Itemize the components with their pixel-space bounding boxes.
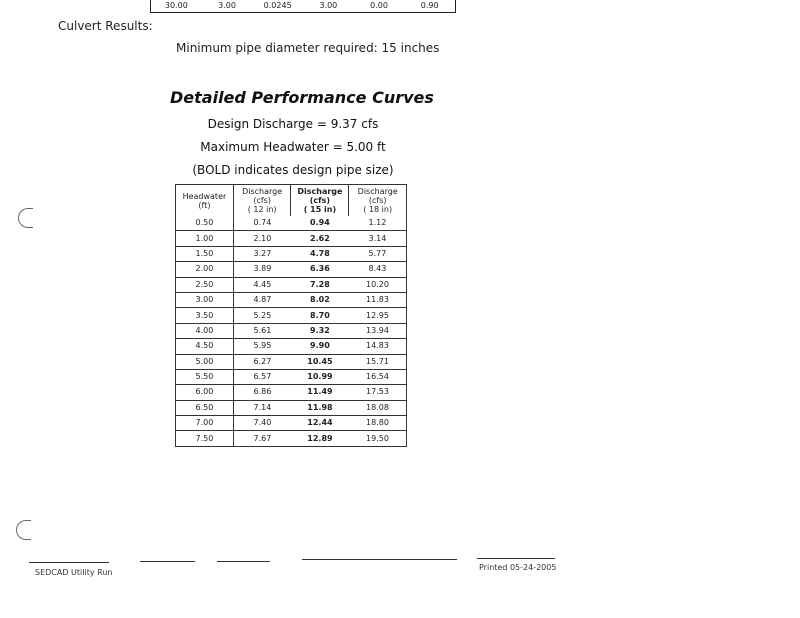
previous-table-row — [150, 0, 456, 13]
punch-hole-mark — [18, 208, 33, 228]
header-line: ( 15 in) — [303, 205, 337, 214]
table-cell: 5.25 — [233, 308, 291, 323]
table-row — [176, 400, 407, 415]
header-line: Discharge — [297, 187, 343, 196]
table-row — [176, 231, 407, 246]
table-cell: 12.44 — [291, 416, 349, 431]
table-row — [176, 246, 407, 261]
section-title: Detailed Performance Curves — [170, 88, 434, 107]
table-cell: 2.10 — [233, 231, 291, 246]
cell: 3.00 — [218, 1, 236, 10]
table-cell: 1.12 — [349, 216, 407, 231]
header-line: ( 18 in) — [363, 205, 393, 214]
punch-hole-mark — [16, 520, 31, 540]
footer-rule — [29, 562, 109, 563]
table-cell: 6.50 — [176, 400, 234, 415]
cell: 0.90 — [420, 1, 439, 10]
table-cell: 10.99 — [291, 369, 349, 384]
table-cell: 6.86 — [233, 385, 291, 400]
cell: 3.00 — [319, 1, 338, 10]
table-cell: 3.14 — [349, 231, 407, 246]
table-cell: 5.77 — [349, 246, 407, 261]
table-cell: 2.00 — [176, 262, 234, 277]
table-row — [176, 354, 407, 369]
table-cell: 14.83 — [349, 339, 407, 354]
table-cell: 17.53 — [349, 385, 407, 400]
table-cell: 6.36 — [291, 262, 349, 277]
cell: 30.00 — [164, 1, 188, 10]
table-cell: 9.32 — [291, 323, 349, 338]
table-cell: 5.00 — [176, 354, 234, 369]
footer-program-name: SEDCAD Utility Run — [35, 568, 113, 577]
table-cell: 12.89 — [291, 431, 349, 446]
table-cell: 7.00 — [176, 416, 234, 431]
header-line: (ft) — [198, 200, 211, 210]
min-pipe-diameter-text: Minimum pipe diameter required: 15 inches — [176, 41, 440, 55]
table-cell: 11.83 — [349, 292, 407, 307]
table-cell: 16.54 — [349, 369, 407, 384]
footer-rule — [217, 561, 270, 562]
table-cell: 7.28 — [291, 277, 349, 292]
max-headwater-text: Maximum Headwater = 5.00 ft — [200, 140, 386, 154]
footer-rule — [302, 559, 457, 560]
bold-note-text: (BOLD indicates design pipe size) — [192, 163, 394, 177]
performance-table — [175, 184, 407, 447]
table-cell: 1.50 — [176, 246, 234, 261]
table-cell: 18.08 — [349, 400, 407, 415]
table-row — [176, 385, 407, 400]
table-cell: 6.57 — [233, 369, 291, 384]
table-row — [176, 292, 407, 307]
table-cell: 5.61 — [233, 323, 291, 338]
footer-rule — [140, 561, 195, 562]
table-row — [176, 339, 407, 354]
table-cell: 19.50 — [349, 431, 407, 446]
col-header-headwater — [176, 185, 234, 217]
table-cell: 9.90 — [291, 339, 349, 354]
table-cell: 5.50 — [176, 369, 234, 384]
table-cell: 2.62 — [291, 231, 349, 246]
table-cell: 8.02 — [291, 292, 349, 307]
header-line: (cfs) — [253, 196, 271, 205]
table-cell: 6.27 — [233, 354, 291, 369]
table-row — [176, 323, 407, 338]
table-cell: 7.50 — [176, 431, 234, 446]
table-cell: 11.49 — [291, 385, 349, 400]
table-cell: 3.50 — [176, 308, 234, 323]
table-row — [176, 262, 407, 277]
table-cell: 5.95 — [233, 339, 291, 354]
col-header-discharge-15 — [291, 185, 349, 217]
table-cell: 0.94 — [291, 216, 349, 231]
table-cell: 2.50 — [176, 277, 234, 292]
header-line: (cfs) — [368, 196, 387, 205]
table-cell: 6.00 — [176, 385, 234, 400]
table-cell: 13.94 — [349, 323, 407, 338]
cell: 0.0245 — [263, 1, 292, 10]
header-line: (cfs) — [309, 196, 331, 205]
culvert-results-label: Culvert Results: — [58, 19, 153, 33]
table-cell: 7.40 — [233, 416, 291, 431]
table-cell: 12.95 — [349, 308, 407, 323]
table-cell: 0.74 — [233, 216, 291, 231]
table-row — [176, 308, 407, 323]
footer-rule — [477, 558, 555, 559]
table-row — [176, 277, 407, 292]
footer-print-date: Printed 05-24-2005 — [479, 563, 557, 572]
table-cell: 3.27 — [233, 246, 291, 261]
table-cell: 4.00 — [176, 323, 234, 338]
header-line: Discharge — [242, 187, 283, 196]
table-cell: 4.50 — [176, 339, 234, 354]
table-cell: 4.78 — [291, 246, 349, 261]
table-row — [176, 431, 407, 446]
col-header-discharge-18 — [349, 185, 407, 217]
table-cell: 3.89 — [233, 262, 291, 277]
table-cell: 15.71 — [349, 354, 407, 369]
header-line: Headwater — [182, 191, 227, 201]
table-cell: 0.50 — [176, 216, 234, 231]
design-discharge-text: Design Discharge = 9.37 cfs — [207, 117, 379, 131]
table-cell: 4.45 — [233, 277, 291, 292]
cell: 0.00 — [370, 1, 388, 10]
table-cell: 7.67 — [233, 431, 291, 446]
table-cell: 10.20 — [349, 277, 407, 292]
table-cell: 10.45 — [291, 354, 349, 369]
table-row — [176, 416, 407, 431]
table-cell: 1.00 — [176, 231, 234, 246]
header-line: ( 12 in) — [247, 205, 277, 214]
col-header-discharge-12 — [233, 185, 291, 217]
table-cell: 11.98 — [291, 400, 349, 415]
table-cell: 7.14 — [233, 400, 291, 415]
table-row — [176, 216, 407, 231]
table-cell: 8.70 — [291, 308, 349, 323]
table-cell: 18.80 — [349, 416, 407, 431]
table-cell: 3.00 — [176, 292, 234, 307]
table-row — [176, 369, 407, 384]
table-cell: 8.43 — [349, 262, 407, 277]
table-header-row — [176, 185, 407, 217]
header-line: Discharge — [357, 187, 398, 196]
table-cell: 4.87 — [233, 292, 291, 307]
